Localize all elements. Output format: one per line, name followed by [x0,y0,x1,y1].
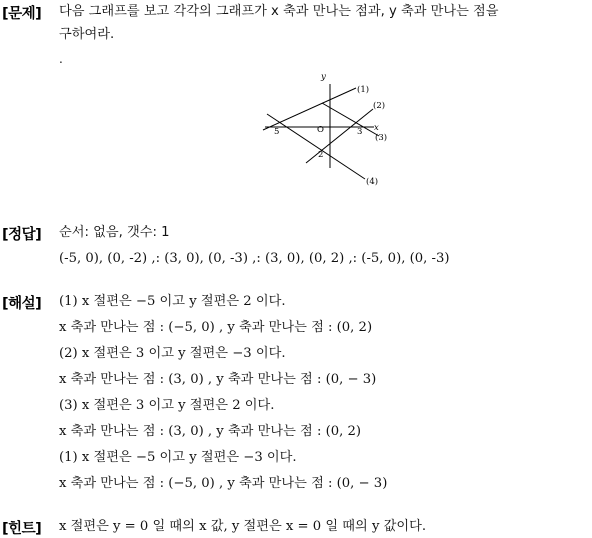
solution-line: x 축과 만나는 점 : (3, 0) , y 축과 만나는 점 : (0, 2) [59,424,362,439]
solution-line: x 축과 만나는 점 : (−5, 0) , y 축과 만나는 점 : (0, − 3) [59,476,388,491]
line-label-4: (4) [366,177,379,187]
line-label-2: (2) [373,101,386,111]
solution-line: (1) x 절편은 −5 이고 y 절편은 2 이다. [59,294,286,309]
x-axis-label: x [374,123,379,133]
tick-label-2: 2 [318,150,324,160]
solution-line: x 축과 만나는 점 : (−5, 0) , y 축과 만나는 점 : (0, 2) [59,320,373,335]
graph-line-3 [322,103,379,136]
solution-line: (2) x 절편은 3 이고 y 절편은 −3 이다. [59,346,286,361]
solution-tag: [해설] [2,296,42,312]
solution-line: x 축과 만나는 점 : (3, 0) , y 축과 만나는 점 : (0, − 3) [59,372,377,387]
y-axis-label: y [321,72,326,82]
hint-tag: [힌트] [2,521,42,537]
origin-label: O [317,125,324,135]
hint-text: x 절편은 y = 0 일 때의 x 값, y 절편은 x = 0 일 때의 y 값이다. [59,519,427,534]
graph-line-4 [267,114,365,179]
problem-text-line1: 다음 그래프를 보고 각각의 그래프가 x 축과 만나는 점과, y 축과 만나는 점을 [59,4,499,19]
answer-points: (-5, 0), (0, -2) ,: (3, 0), (0, -3) ,: (3, 0), (0, 2) ,: (-5, 0), (0, -3) [59,251,450,266]
line-label-1: (1) [357,85,370,95]
tick-label-3: 3 [357,127,363,137]
problem-tag: [문제] [2,6,42,22]
problem-text-line2: 구하여라. [59,27,115,42]
graph-line-2 [306,109,373,163]
solution-line: (3) x 절편은 3 이고 y 절편은 2 이다. [59,398,275,413]
line-label-3: (3) [375,133,388,143]
graph-line-1 [263,88,356,130]
solution-line: (1) x 절편은 −5 이고 y 절편은 −3 이다. [59,450,297,465]
tick-label-5: 5 [274,127,280,137]
answer-meta: 순서: 없음, 갯수: 1 [59,225,170,240]
problem-dot: . [59,52,63,66]
answer-tag: [정답] [2,227,42,243]
